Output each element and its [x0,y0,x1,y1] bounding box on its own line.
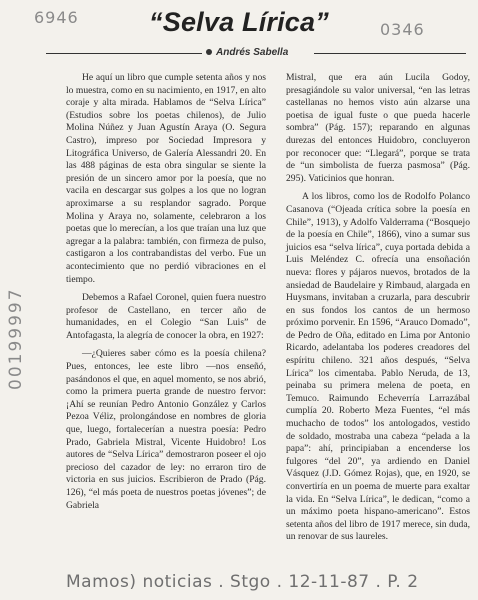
article-title: “Selva Lírica” [149,7,329,37]
handwritten-side-number: 00199997 [6,287,26,390]
handwritten-source-note: Mamos) noticias . Stgo . 12-11-87 . P. 2 [66,572,419,592]
byline-rule-left [46,53,202,54]
paragraph: —¿Quieres saber cómo es la poesía chilena? Pues, entonces, lee este libro —nos enseñó, pasándonos el que, en aquel momento, se nos abrió, como la primera puerta grande de nuestro fervor: ¡Ahí se reunían Pedro Antonio González y Carlos Pezoa Véliz, prolongándose en nombres de gloria que, luego, fortalecerían a nuestra poesía: Pedro Prado, Gabriela Mistral, Vicente Huidobro! Los autores de “Selva Lírica” demostraron poseer el ojo precioso del cazador de ley: no erraron tiro de victoria en sus juicios. Escribieron de Prado (Pág. 126), “el más poeta de nuestros poetas jóvenes”; de Gabriela [66,348,266,511]
article-column-left [66,72,266,518]
handwritten-number-top-left: 6946 [34,8,79,27]
paragraph: A los libros, como los de Rodolfo Polanco Casanova (“Ojeada crítica sobre la poesía en Chile”, 1913), y Adolfo Valderrama (“Bosquejo de la poesía en Chile”, 1866), vino a sumar sus juicios esa “selva lírica”, cuya portada debida a Luis Meléndez C. ofrecía una ensoñación nueva: flores y pájaros nuevos, brotados de la ansiedad de Baudelaire y Rimbaud, alargada en Huysmans, invitaban a cruzarla, para descubrir en sus fondos los cantos de un hermoso próximo porvenir. En 1596, “Arauco Domado”, de Pedro de Oña, editado en Lima por Antonio Ricardo, adelantaba los poderes creadores del espíritu chileno. 321 años después, “Selva Lírica” los cimentaba. Pablo Neruda, de 13, peinaba su primera melena de poeta, en Temuco. Raimundo Echeverría Larrazábal cumplía 20. Roberto Meza Fuentes, “el más muchacho de todos” los antologados, vestido de soldado, mostraba una cabeza “pelada a la papa”: ahí, principiaban a encenderse los fulgores “del 20”, ya ardiendo en Daniel Vásquez (J.D. Gómez Rojas), que, en 1920, se convertiría en un poema de muerte para exaltar la vida. En “Selva Lírica”, le dedican, “como a un máximo poeta hispano-americano”. Estos setenta años del libro de 1917 merece, sin duda, un renovar de sus laureles. [286,191,470,543]
byline [46,46,466,60]
paragraph: Debemos a Rafael Coronel, quien fuera nuestro profesor de Castellano, en tercer año de humanidades, en el Colegio “San Luis” de Antofagasta, la alegría de conocer la obra, en 1927: [66,292,266,341]
paragraph: Mistral, que era aún Lucila Godoy, presagiándole su valor universal, “en las letras castellanas no hemos visto aún alzarse una poetisa de igual fuste o que pueda hacerle sombra” (Pág. 157); reparando en algunas durezas del entonces Huidobro, concluyeron por reconocer que: “Llegará”, porque se trata de “un simbolista de fuerza pasmosa” (Pág. 295). Vaticinios que honran. [286,72,470,184]
author-name: Andrés Sabella [216,47,289,58]
article-column-right [286,72,470,550]
byline-rule-right [314,53,466,54]
bullet-icon [206,49,212,55]
handwritten-number-top-right: 0346 [380,20,425,39]
paragraph: He aquí un libro que cumple setenta años y nos lo muestra, como en su nacimiento, en 1917, en alto coraje y alta mirada. Hablamos de “Selva Lírica” (Estudios sobre los poetas chilenos), de Julio Molina Núñez y Juan Agustín Araya (O. Segura Castro), impreso por Sociedad Impresora y Litográfica Universo, de Galería Alessandri 20. En las 488 páginas de esta obra singular se siente la presión de un sincero amor por la poesía, que no vacila en descargar sus golpes a los que no logran aproximarse a su resplandor sagrado. Porque Molina y Araya no, solamente, celebraron a los poetas que lo merecían, a los que traían una luz que agregar a la palabra: también, con firmeza de pulso, castigaron a los contrabandistas del verbo. Fue un acontecimiento que no perdió vibraciones en el tiempo. [66,72,266,285]
